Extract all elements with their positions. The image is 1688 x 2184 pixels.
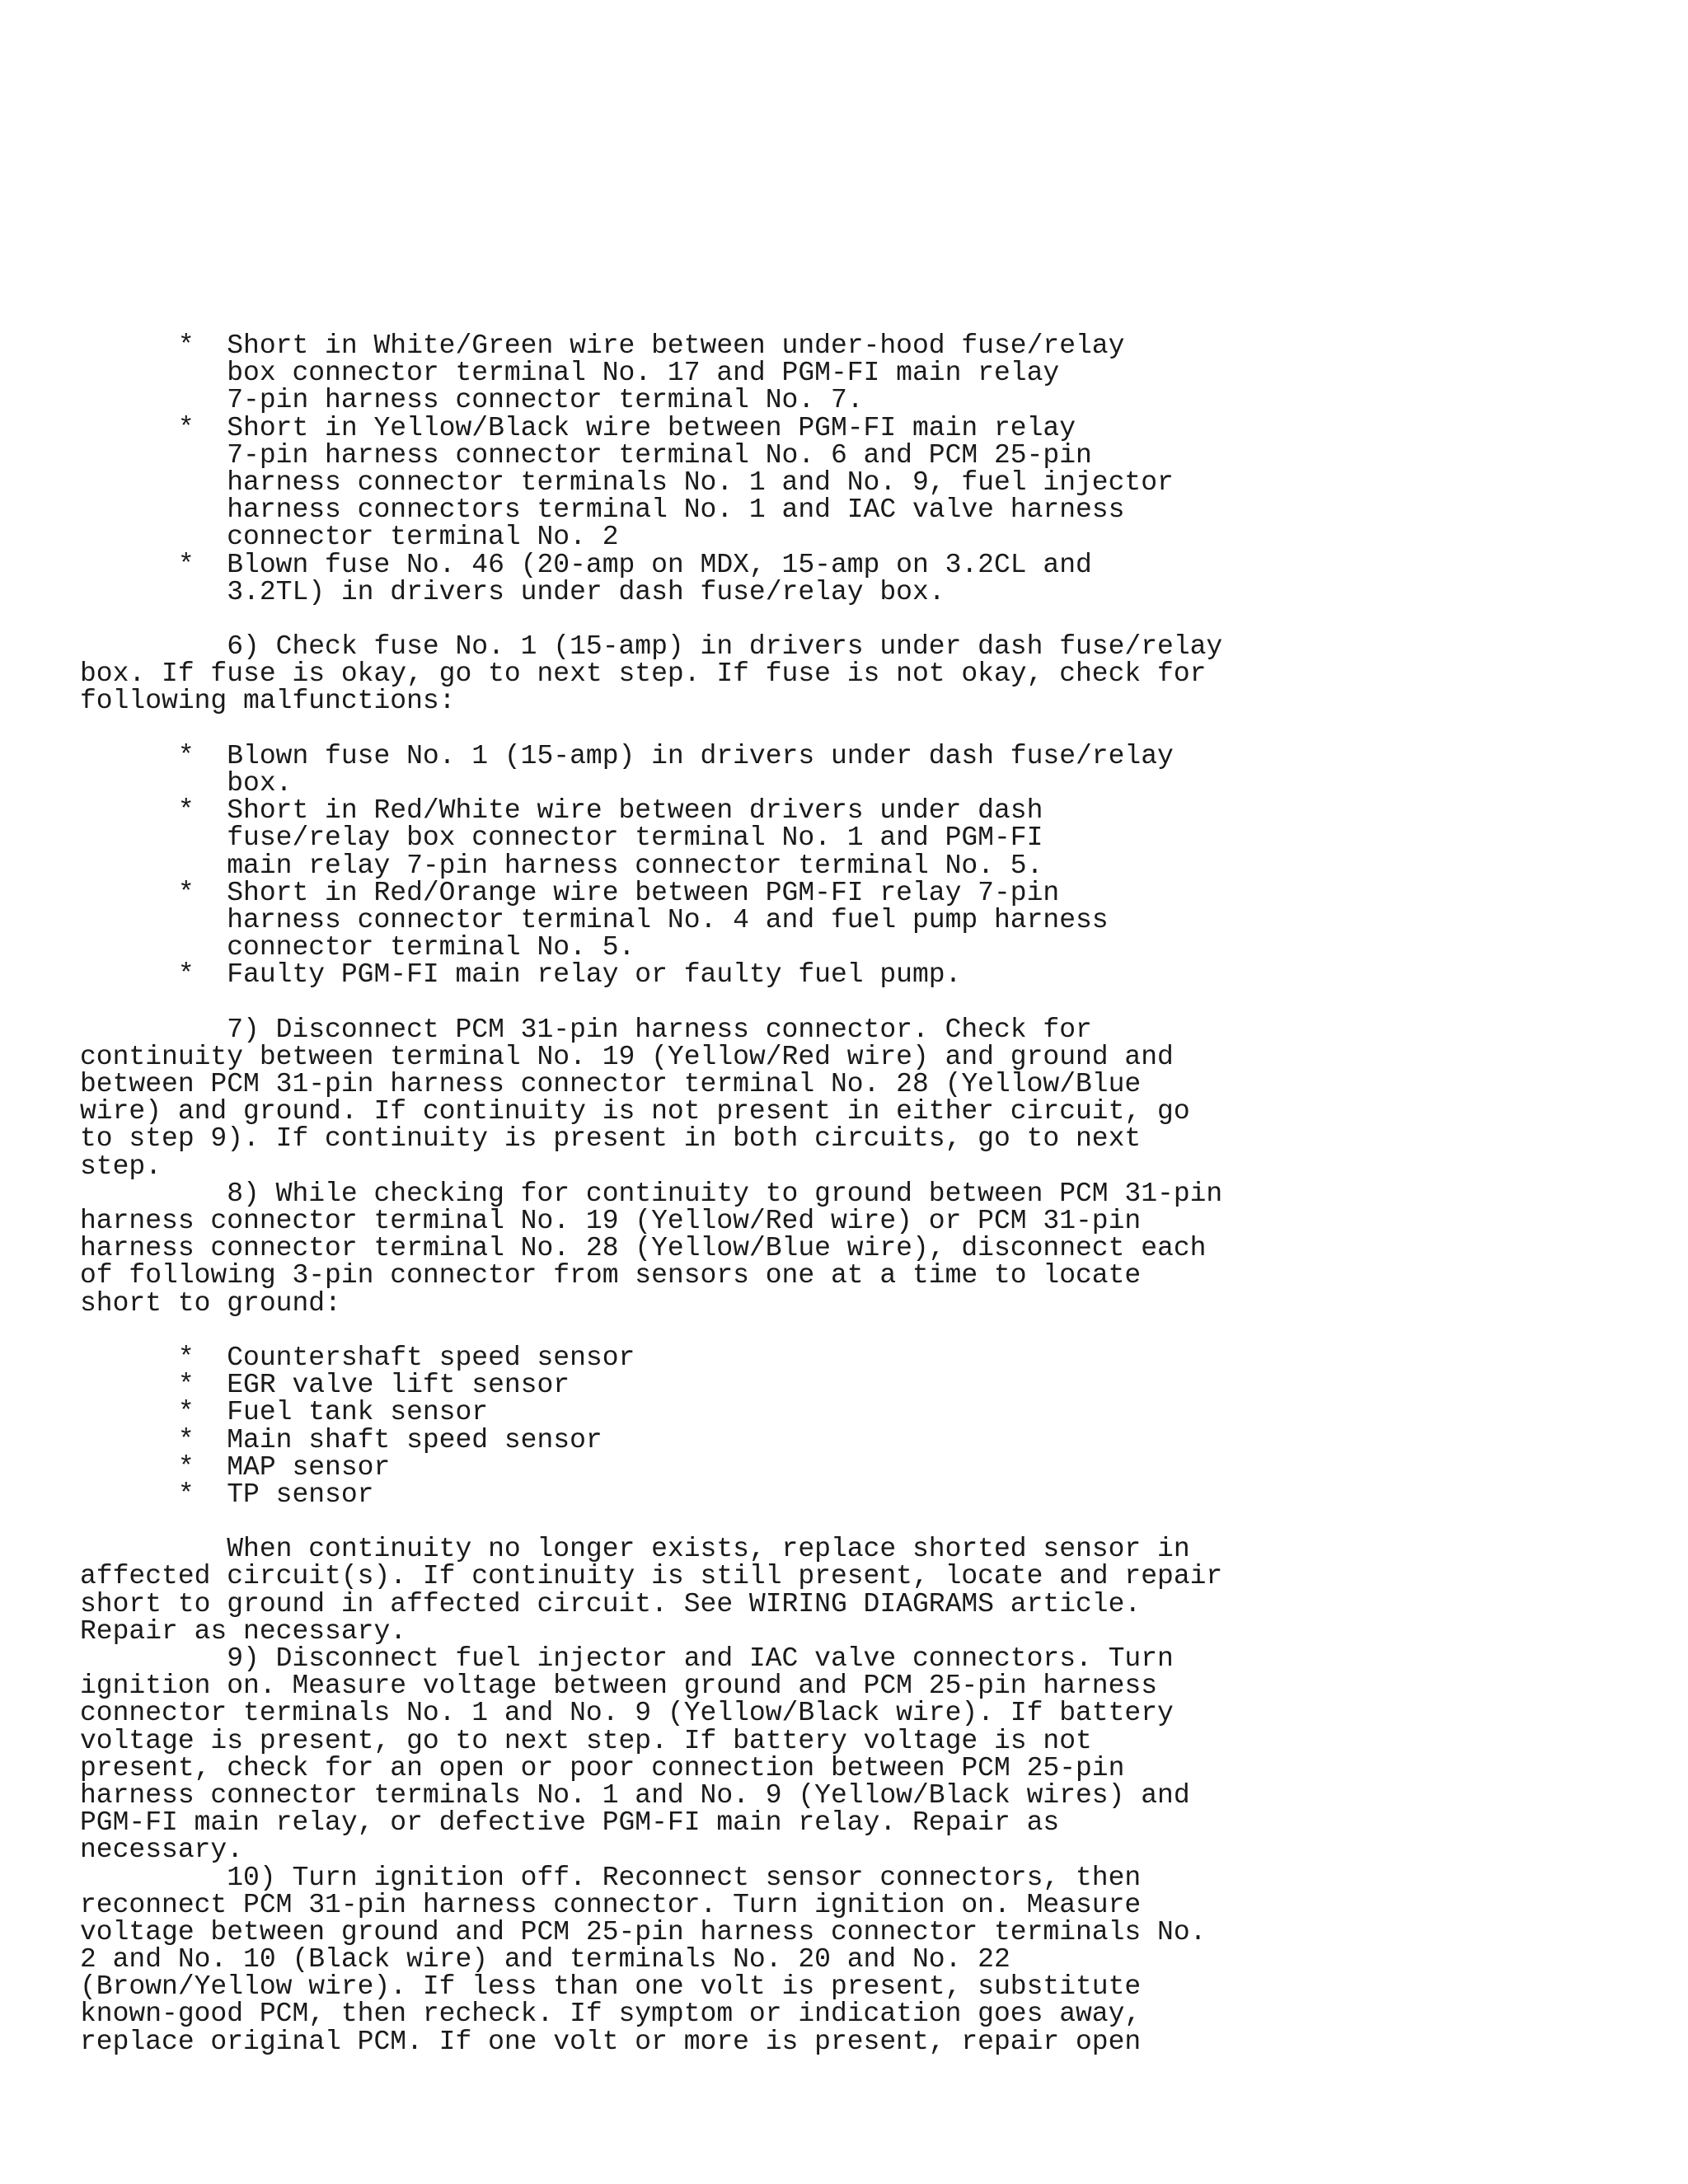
- text-line: * Short in Red/White wire between drivers under dash: [80, 795, 1043, 827]
- text-line: short to ground:: [80, 1287, 341, 1319]
- text-line: wire) and ground. If continuity is not present in either circuit, go: [80, 1096, 1190, 1127]
- text-line: harness connector terminal No. 28 (Yellow/Blue wire), disconnect each: [80, 1233, 1207, 1264]
- text-line: [80, 1508, 1222, 1535]
- text-line: voltage between ground and PCM 25-pin harness connector terminals No.: [80, 1916, 1207, 1947]
- text-line: connector terminal No. 5.: [80, 932, 635, 963]
- text-line: * Short in Yellow/Black wire between PGM-FI main relay: [80, 412, 1076, 443]
- text-line: harness connector terminal No. 4 and fuel pump harness: [80, 904, 1109, 935]
- text-line: (Brown/Yellow wire). If less than one volt is present, substitute: [80, 1971, 1142, 2003]
- text-line: 7) Disconnect PCM 31-pin harness connector. Check for: [80, 1014, 1092, 1045]
- text-line: between PCM 31-pin harness connector terminal No. 28 (Yellow/Blue: [80, 1069, 1142, 1100]
- text-line: continuity between terminal No. 19 (Yellow/Red wire) and ground and: [80, 1041, 1174, 1072]
- text-line: * Short in Red/Orange wire between PGM-FI relay 7-pin: [80, 877, 1060, 908]
- text-line: [80, 715, 1222, 743]
- text-line: Repair as necessary.: [80, 1615, 407, 1647]
- text-line: known-good PCM, then recheck. If symptom or indication goes away,: [80, 1999, 1142, 2030]
- text-line: * Fuel tank sensor: [80, 1397, 489, 1428]
- text-line: [80, 606, 1222, 633]
- text-line: reconnect PCM 31-pin harness connector. Turn ignition on. Measure: [80, 1889, 1142, 1920]
- text-line: * Faulty PGM-FI main relay or faulty fuel pump.: [80, 959, 962, 991]
- text-line: voltage is present, go to next step. If battery voltage is not: [80, 1725, 1092, 1756]
- text-line: [80, 989, 1222, 1016]
- text-line: harness connector terminal No. 19 (Yellow/Red wire) or PCM 31-pin: [80, 1206, 1142, 1236]
- text-line: 9) Disconnect fuel injector and IAC valve connectors. Turn: [80, 1643, 1174, 1674]
- text-line: of following 3-pin connector from sensors one at a time to locate: [80, 1260, 1142, 1291]
- text-line: * Main shaft speed sensor: [80, 1424, 603, 1455]
- text-line: * Blown fuse No. 1 (15-amp) in drivers under dash fuse/relay: [80, 740, 1174, 771]
- text-line: 7-pin harness connector terminal No. 7.: [80, 385, 864, 416]
- text-line: * EGR valve lift sensor: [80, 1370, 570, 1401]
- text-line: connector terminal No. 2: [80, 522, 619, 553]
- text-line: ignition on. Measure voltage between ground and PCM 25-pin harness: [80, 1671, 1158, 1702]
- text-line: 10) Turn ignition off. Reconnect sensor connectors, then: [80, 1862, 1142, 1893]
- text-line: replace original PCM. If one volt or more is present, repair open: [80, 2026, 1142, 2057]
- text-line: * MAP sensor: [80, 1451, 391, 1483]
- text-line: [80, 1317, 1222, 1344]
- text-line: step.: [80, 1151, 162, 1182]
- text-line: 3.2TL) in drivers under dash fuse/relay box.: [80, 576, 945, 607]
- text-line: harness connectors terminal No. 1 and IAC valve harness: [80, 494, 1125, 526]
- text-line: * Short in White/Green wire between under-hood fuse/relay: [80, 330, 1125, 361]
- text-line: to step 9). If continuity is present in both circuits, go to next: [80, 1123, 1142, 1155]
- text-line: * Blown fuse No. 46 (20-amp on MDX, 15-amp on 3.2CL and: [80, 549, 1092, 580]
- text-line: fuse/relay box connector terminal No. 1 and PGM-FI: [80, 823, 1043, 854]
- text-line: box. If fuse is okay, go to next step. If fuse is not okay, check for: [80, 658, 1207, 690]
- text-line: * TP sensor: [80, 1479, 374, 1510]
- text-line: When continuity no longer exists, replace shorted sensor in: [80, 1534, 1190, 1565]
- text-line: present, check for an open or poor connection between PCM 25-pin: [80, 1752, 1125, 1783]
- text-line: short to ground in affected circuit. See WIRING DIAGRAMS article.: [80, 1588, 1142, 1619]
- text-line: harness connector terminals No. 1 and No. 9, fuel injector: [80, 466, 1174, 498]
- text-line: * Countershaft speed sensor: [80, 1342, 635, 1373]
- text-line: main relay 7-pin harness connector terminal No. 5.: [80, 850, 1043, 881]
- text-line: necessary.: [80, 1835, 244, 1866]
- text-line: box connector terminal No. 17 and PGM-FI main relay: [80, 358, 1060, 389]
- text-line: harness connector terminals No. 1 and No. 9 (Yellow/Black wires) and: [80, 1779, 1190, 1811]
- text-line: 8) While checking for continuity to ground between PCM 31-pin: [80, 1178, 1223, 1209]
- text-line: following malfunctions:: [80, 686, 456, 717]
- text-line: affected circuit(s). If continuity is still present, locate and repair: [80, 1561, 1223, 1592]
- text-line: 2 and No. 10 (Black wire) and terminals No. 20 and No. 22: [80, 1944, 1010, 1975]
- text-line: 7-pin harness connector terminal No. 6 and PCM 25-pin: [80, 439, 1092, 471]
- text-line: 6) Check fuse No. 1 (15-amp) in drivers under dash fuse/relay: [80, 631, 1223, 663]
- text-line: box.: [80, 768, 293, 799]
- text-line: PGM-FI main relay, or defective PGM-FI main relay. Repair as: [80, 1807, 1060, 1839]
- document-body: [80, 332, 1222, 2055]
- text-line: connector terminals No. 1 and No. 9 (Yellow/Black wire). If battery: [80, 1698, 1174, 1729]
